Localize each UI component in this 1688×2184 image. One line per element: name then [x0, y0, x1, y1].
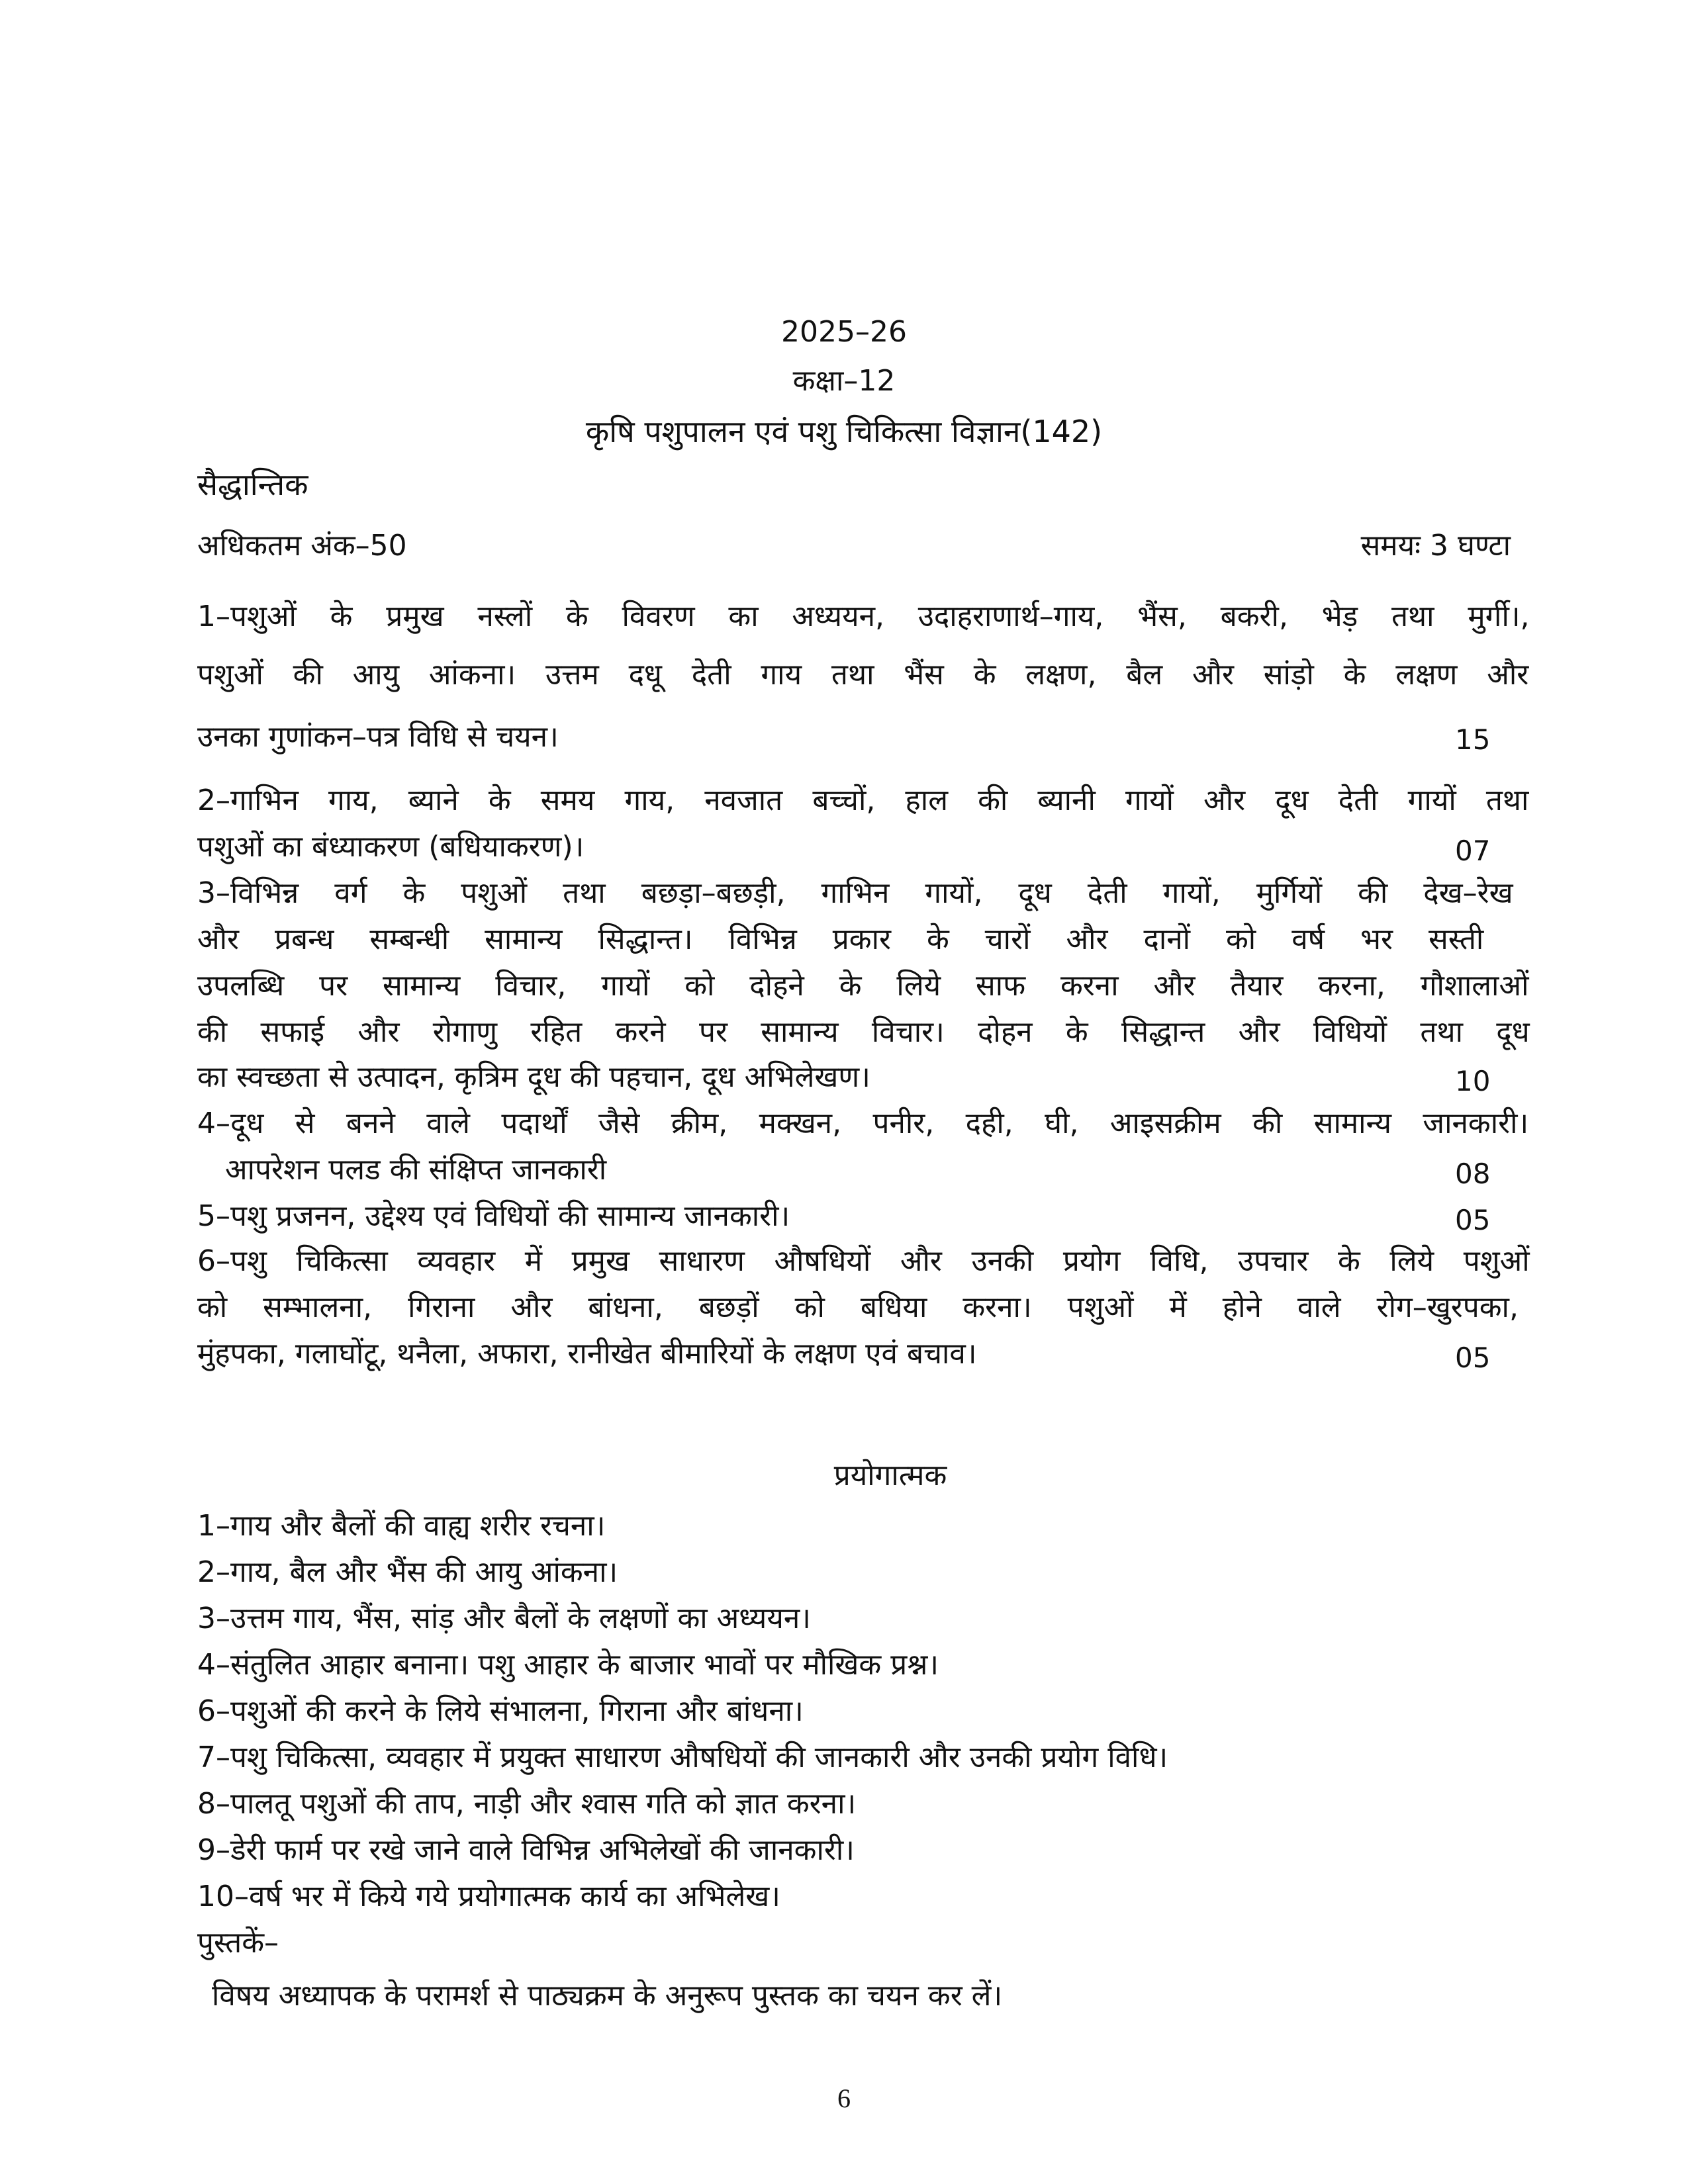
- practical-item-10: 10–वर्ष भर में किये गये प्रयोगात्मक कार्य का अभिलेख।: [197, 1880, 780, 1913]
- theory-item-4-marks: 08: [1455, 1158, 1491, 1190]
- practical-item-1: 1–गाय और बैलों की वाह्य शरीर रचना।: [197, 1509, 606, 1543]
- theory-item-2-marks: 07: [1455, 835, 1491, 867]
- theory-item-6-line-1: 6–पशु चिकित्सा व्यवहार में प्रमुख साधारण औषधियों और उनकी प्रयोग विधि, उपचार के लिये पशुओं: [197, 1244, 1530, 1278]
- practical-item-7: 7–पशु चिकित्सा, व्यवहार में प्रयुक्त साधारण औषधियों की जानकारी और उनकी प्रयोग विधि।: [197, 1741, 1168, 1774]
- class-title: कक्षा–12: [792, 364, 896, 398]
- theory-item-5-marks: 05: [1455, 1204, 1491, 1236]
- practical-item-2: 2–गाय, बैल और भैंस की आयु आंकना।: [197, 1555, 618, 1589]
- theory-item-1-marks: 15: [1455, 723, 1491, 756]
- subject-title: कृषि पशुपालन एवं पशु चिकित्सा विज्ञान(142): [585, 414, 1103, 449]
- practical-item-3: 3–उत्तम गाय, भैंस, सांड़ और बैलों के लक्षणों का अध्ययन।: [197, 1602, 811, 1635]
- books-heading: पुस्तकें–: [197, 1926, 279, 1960]
- theory-item-3-marks: 10: [1455, 1065, 1491, 1097]
- practical-item-9: 9–डेरी फार्म पर रखे जाने वाले विभिन्न अभिलेखों की जानकारी।: [197, 1833, 855, 1867]
- page-number: 6: [837, 2083, 851, 2113]
- practical-item-4: 4–संतुलित आहार बनाना। पशु आहार के बाजार भावों पर मौखिक प्रश्न।: [197, 1648, 939, 1682]
- theory-item-6-line-2: को सम्भालना, गिराना और बांधना, बछड़ों को बधिया करना। पशुओं में होने वाले रोग–खुरपका,: [197, 1291, 1519, 1324]
- theory-item-3-line-4: की सफाई और रोगाणु रहित करने पर सामान्य विचार। दोहन के सिद्धान्त और विधियों तथा दूध: [197, 1015, 1530, 1049]
- theory-item-1-line-1: 1–पशुओं के प्रमुख नस्लों के विवरण का अध्ययन, उदाहराणार्थ–गाय, भैंस, बकरी, भेड़ तथा मुर्गी।,: [197, 600, 1530, 633]
- theory-item-6-line-3: मुंहपका, गलाघोंटू, थनैला, अफारा, रानीखेत बीमारियों के लक्षण एवं बचाव।: [197, 1337, 977, 1371]
- practical-heading: प्रयोगात्मक: [833, 1459, 947, 1492]
- session-year: 2025–26: [781, 315, 907, 349]
- theory-item-2-line-1: 2–गाभिन गाय, ब्याने के समय गाय, नवजात बच्चों, हाल की ब्यानी गायों और दूध देती गायों तथा: [197, 784, 1529, 817]
- practical-item-6: 6–पशुओं की करने के लिये संभालना, गिराना और बांधना।: [197, 1694, 804, 1728]
- theory-item-1-line-3: उनका गुणांकन–पत्र विधि से चयन।: [197, 720, 559, 754]
- theory-item-4-line-1: 4–दूध से बनने वाले पदार्थों जैसे क्रीम, मक्खन, पनीर, दही, घी, आइसक्रीम की सामान्य जानकारी।: [197, 1107, 1529, 1140]
- theory-item-3-line-3: उपलब्धि पर सामान्य विचार, गायों को दोहने के लिये साफ करना और तैयार करना, गौशालाओं: [197, 969, 1529, 1003]
- theory-item-1-line-2: पशुओं की आयु आंकना। उत्तम दधू देती गाय तथा भैंस के लक्षण, बैल और सांड़ो के लक्षण और: [197, 658, 1529, 692]
- theory-item-3-line-5: का स्वच्छता से उत्पादन, कृत्रिम दूध की पहचान, दूध अभिलेखण।: [197, 1060, 870, 1094]
- max-marks: अधिकतम अंक–50: [197, 529, 407, 563]
- theory-item-4-line-2: आपरेशन पलड की संक्षिप्त जानकारी: [225, 1153, 607, 1187]
- theory-item-3-line-2: और प्रबन्ध सम्बन्धी सामान्य सिद्धान्त। विभिन्न प्रकार के चारों और दानों को वर्ष भर सस्ती: [197, 923, 1484, 956]
- theory-item-6-marks: 05: [1455, 1342, 1491, 1374]
- practical-item-8: 8–पालतू पशुओं की ताप, नाड़ी और श्वास गति को ज्ञात करना।: [197, 1787, 857, 1821]
- exam-time: समयः 3 घण्टा: [1360, 529, 1511, 563]
- theory-heading: सैद्धान्तिक: [197, 467, 308, 502]
- theory-item-5-line-1: 5–पशु प्रजनन, उद्देश्य एवं विधियों की सामान्य जानकारी।: [197, 1199, 790, 1233]
- theory-item-3-line-1: 3–विभिन्न वर्ग के पशुओं तथा बछड़ा–बछड़ी, गाभिन गायों, दूध देती गायों, मुर्गियों की देख–रेख: [197, 876, 1513, 910]
- theory-item-2-line-2: पशुओं का बंध्याकरण (बधियाकरण)।: [197, 830, 585, 864]
- books-text: विषय अध्यापक के परामर्श से पाठ्यक्रम के अनुरूप पुस्तक का चयन कर लें।: [212, 1979, 1003, 2013]
